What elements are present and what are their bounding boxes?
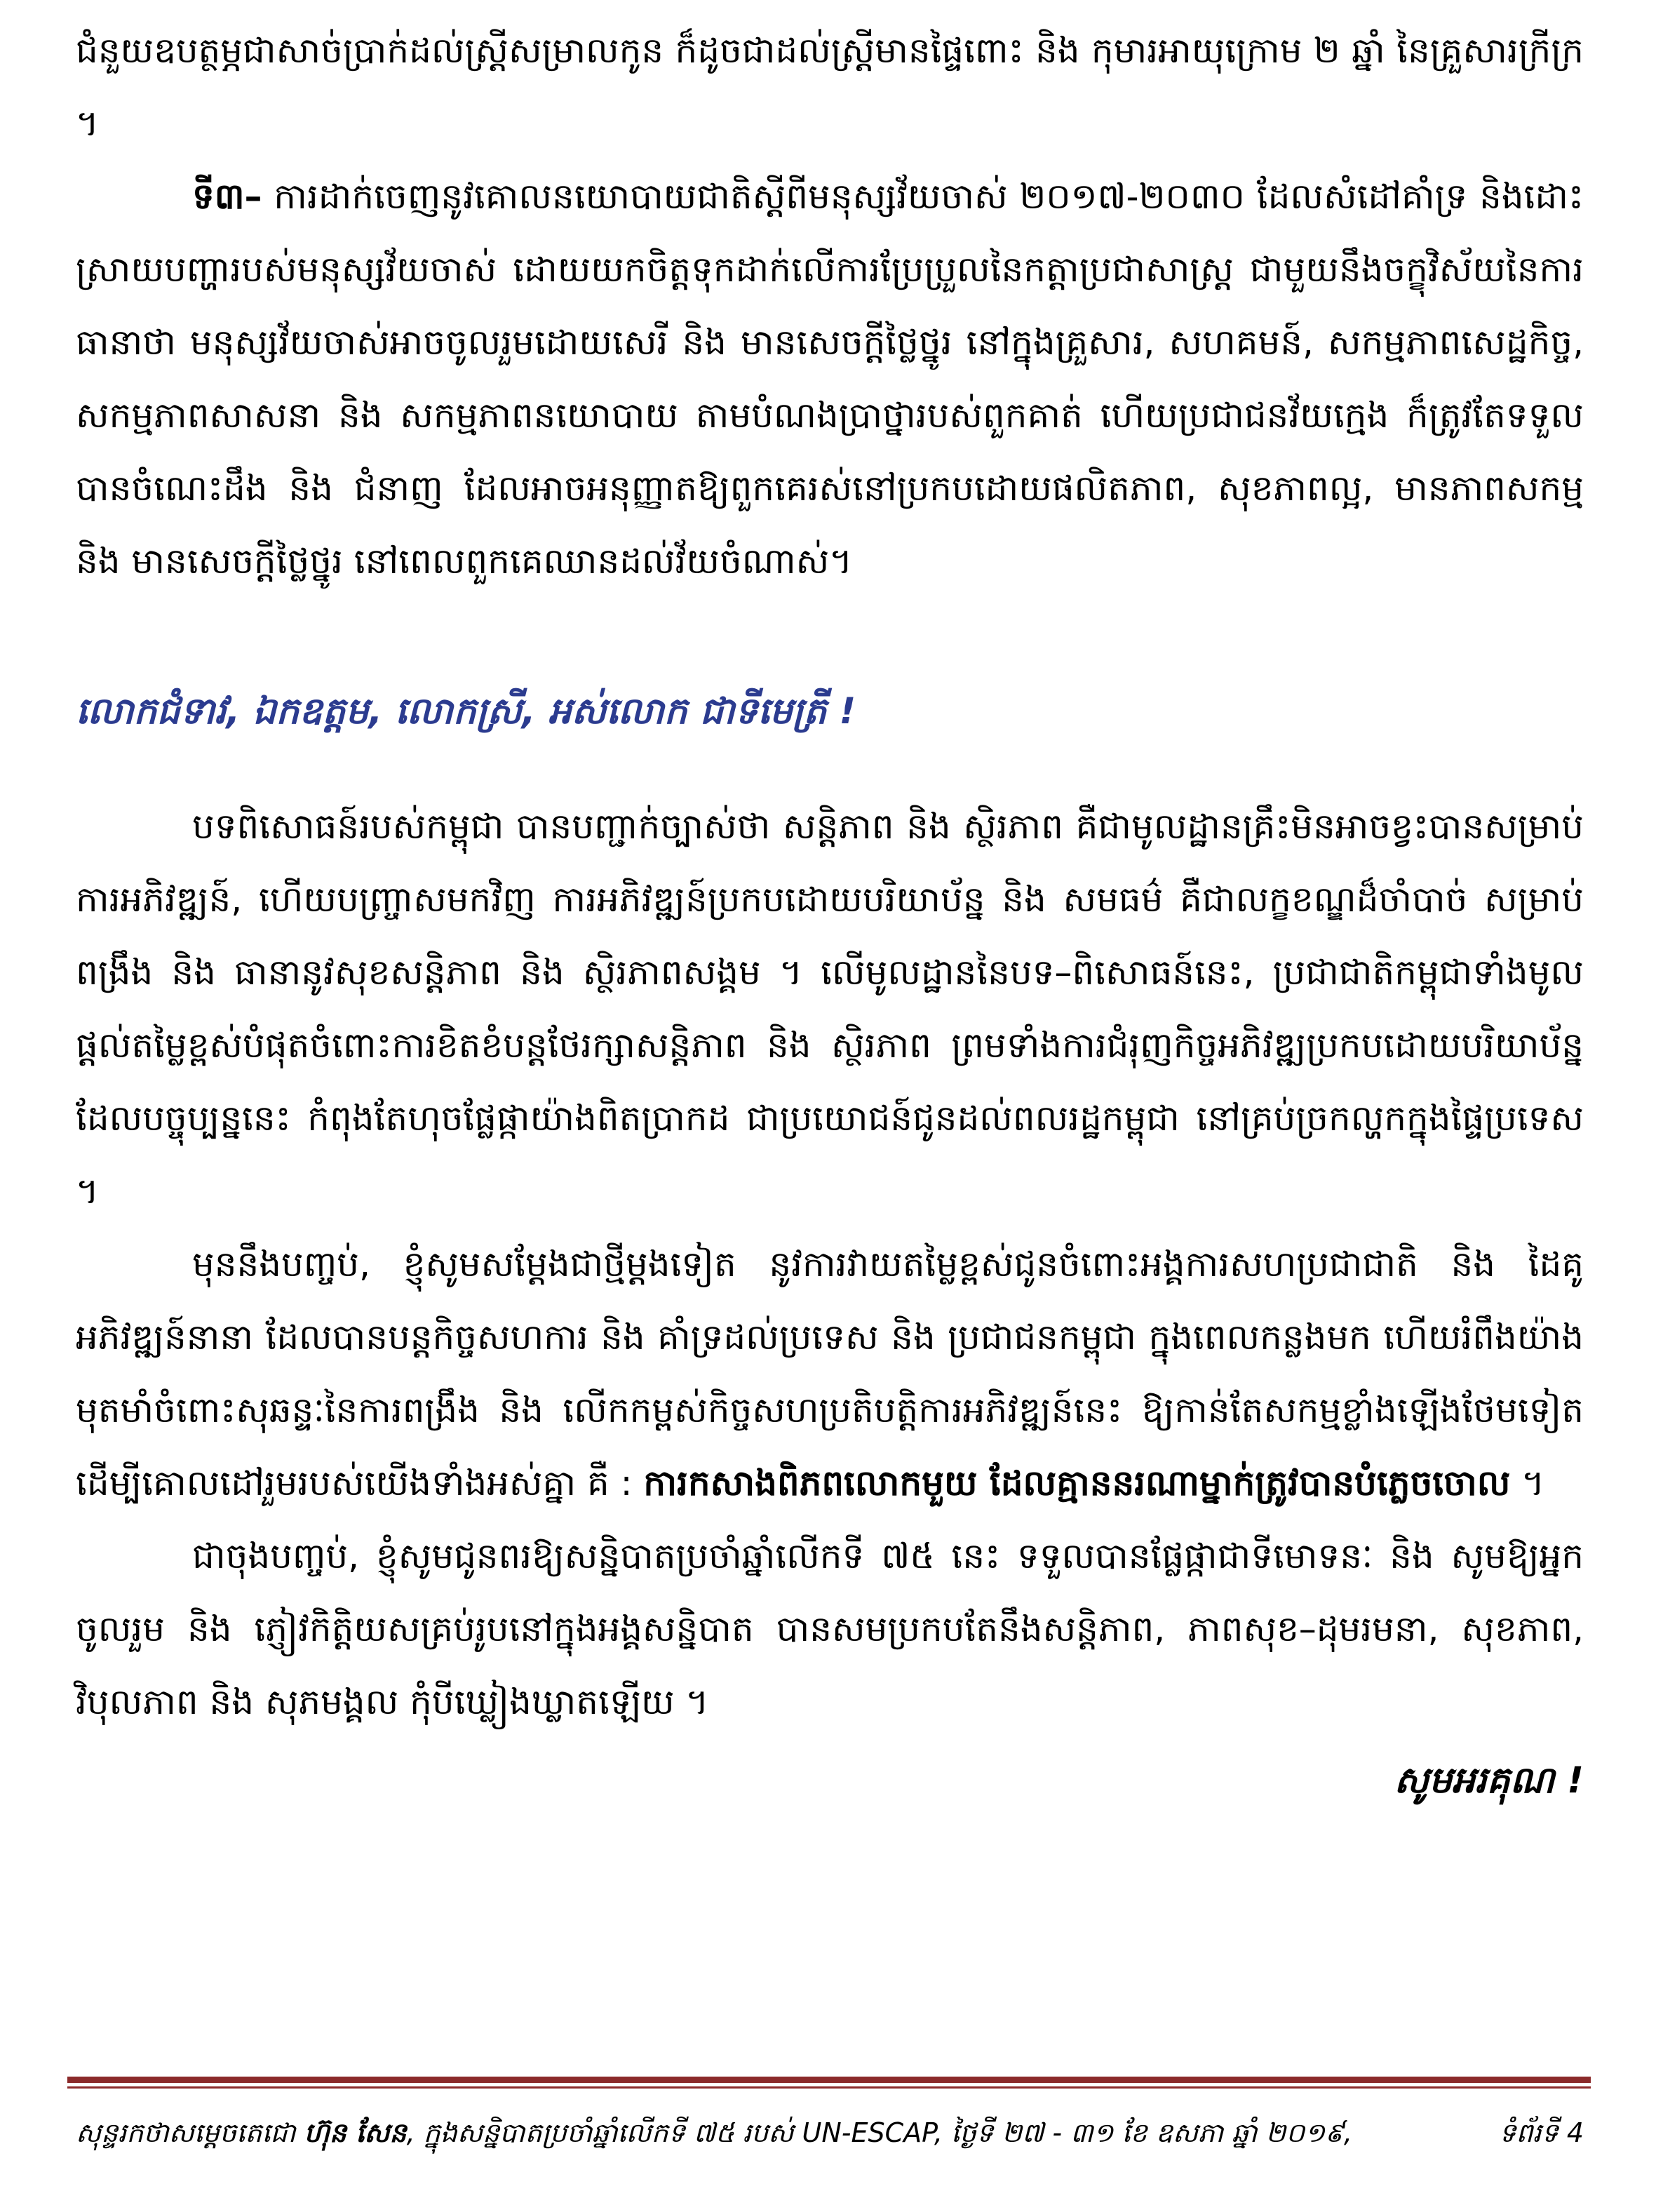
footer-divider-thick xyxy=(67,2077,1591,2083)
paragraph-5: ជាចុងបញ្ចប់, ខ្ញុំសូមជូនពរឱ្យសន្និបាតប្រចាំឆ្នាំលើកទី ៧៥ នេះ ទទួលបានផ្លែផ្កាជាទីមោទនៈ និង សូមឱ្យអ្នកចូលរួម និង ភ្ញៀវកិត្តិយសគ្រប់រូបនៅក្នុងអង្គសន្និបាត បានសមប្រកបតែនឹងសន្តិភាព, ភាពសុខ–ដុមរមនា, សុខភាព, វិបុលភាព និង សុភមង្គល កុំបីឃ្លៀងឃ្លាតឡើយ ។ xyxy=(76,1536,1584,1722)
paragraph-4 xyxy=(76,1228,1584,1520)
paragraph-2-body: ការដាក់ចេញនូវគោលនយោបាយជាតិស្តីពីមនុស្សវ័យចាស់ ២០១៧-២០៣០ ដែលសំដៅគាំទ្រ និងដោះស្រាយបញ្ហារបស់មនុស្សវ័យចាស់ ដោយយកចិត្តទុកដាក់លើការប្រែប្រួលនៃកត្តាប្រជាសាស្ត្រ ជាមួយនឹងចក្ខុវិស័យនៃការធានាថា មនុស្សវ័យចាស់អាចចូលរួមដោយសេរី និង មានសេចក្តីថ្លៃថ្នូរ នៅក្នុងគ្រួសារ, សហគមន៍, សកម្មភាពសេដ្ឋកិច្ច, សកម្មភាពសាសនា និង សកម្មភាពនយោបាយ តាមបំណងប្រាថ្នារបស់ពួកគាត់ ហើយប្រជាជនវ័យក្មេង ក៏ត្រូវតែទទួលបានចំណេះដឹង និង ជំនាញ ដែលអាចអនុញ្ញាតឱ្យពួកគេរស់នៅប្រកបដោយផលិតភាព, សុខភាពល្អ, មានភាពសកម្ម និង មានសេចក្តីថ្លៃថ្នូរ នៅពេលពួកគេឈានដល់វ័យចំណាស់។ xyxy=(76,176,1584,582)
document-body xyxy=(76,14,1584,1823)
footer-caption xyxy=(76,2105,1352,2161)
footer-caption-suffix: , ក្នុងសន្និបាតប្រចាំឆ្នាំលើកទី ៧៥ របស់ UN-ESCAP, ថ្ងៃទី ២៧ - ៣១ ខែ ឧសភា ឆ្នាំ ២០១៩, xyxy=(406,2117,1352,2148)
closing-thanks: សូមអរគុណ ! xyxy=(1394,1759,1584,1802)
page-footer xyxy=(76,2105,1584,2161)
paragraph-4-end: ។ xyxy=(1510,1463,1545,1503)
paragraph-2 xyxy=(76,160,1584,598)
paragraph-4-emphasis: ការកសាងពិភពលោកមួយ ដែលគ្មាននរណាម្នាក់ត្រូវបានបំភ្លេចចោល xyxy=(643,1463,1511,1503)
salutation-heading: លោកជំទាវ, ឯកឧត្តម, លោកស្រី, អស់លោក ជាទីមេត្រី ! xyxy=(76,690,856,732)
paragraph-4-body: មុននឹងបញ្ចប់, ខ្ញុំសូមសម្តែងជាថ្មីម្តងទៀត នូវការវាយតម្លៃខ្ពស់ជូនចំពោះអង្គការសហប្រជាជាតិ និង ដៃគូអភិវឌ្ឍន៍នានា ដែលបានបន្តកិច្ចសហការ និង គាំទ្រដល់ប្រទេស និង ប្រជាជនកម្ពុជា ក្នុងពេលកន្លងមក ហើយរំពឹងយ៉ាងមុតមាំចំពោះសុឆន្ទៈនៃការពង្រឹង និង លើកកម្ពស់កិច្ចសហប្រតិបត្តិការអភិវឌ្ឍន៍នេះ ឱ្យកាន់តែសកម្មខ្លាំងឡើងថែមទៀត ដើម្បីគោលដៅរួមរបស់យើងទាំងអស់គ្នា គឺ : xyxy=(76,1244,1584,1503)
paragraph-3: បទពិសោធន៍របស់កម្ពុជា បានបញ្ជាក់ច្បាស់ថា សន្តិភាព និង ស្ថិរភាព គឺជាមូលដ្ឋានគ្រឹះមិនអាចខ្វះបានសម្រាប់ការអភិវឌ្ឍន៍, ហើយបញ្ច្រាសមកវិញ ការអភិវឌ្ឍន៍ប្រកបដោយបរិយាប័ន្ន និង សមធម៌ គឺជាលក្ខខណ្ឌដ៏ចាំបាច់ សម្រាប់ពង្រឹង និង ធានានូវសុខសន្តិភាព និង ស្ថិរភាពសង្គម ។ លើមូលដ្ឋាននៃបទ–ពិសោធន៍នេះ, ប្រជាជាតិកម្ពុជាទាំងមូល ផ្តល់តម្លៃខ្ពស់បំផុតចំពោះការខិតខំបន្តថែរក្សាសន្តិភាព និង ស្ថិរភាព ព្រមទាំងការជំរុញកិច្ចអភិវឌ្ឍប្រកបដោយបរិយាប័ន្ន ដែលបច្ចុប្បន្ននេះ កំពុងតែហុចផ្លែផ្កាយ៉ាងពិតប្រាកដ ជាប្រយោជន៍ជូនដល់ពលរដ្ឋកម្ពុជា នៅគ្រប់ច្រកល្ហកក្នុងផ្ទៃប្រទេស ។ xyxy=(76,806,1584,1212)
paragraph-2-lead: ទី៣– xyxy=(192,176,262,217)
paragraph-1: ជំនួយឧបត្ថម្ភជាសាច់ប្រាក់ដល់ស្ត្រីសម្រាលកូន ក៏ដូចជាដល់ស្ត្រីមានផ្ទៃពោះ និង កុមារអាយុក្រោម ២ ឆ្នាំ នៃគ្រួសារក្រីក្រ ។ xyxy=(76,30,1584,144)
footer-speaker-name: ហ៊ុន សែន xyxy=(304,2117,407,2148)
footer-divider-thin xyxy=(67,2086,1591,2089)
page-number: ទំព័រទី 4 xyxy=(1499,2117,1584,2148)
footer-caption-prefix: សុន្ទរកថាសម្តេចតេជោ xyxy=(76,2117,304,2148)
